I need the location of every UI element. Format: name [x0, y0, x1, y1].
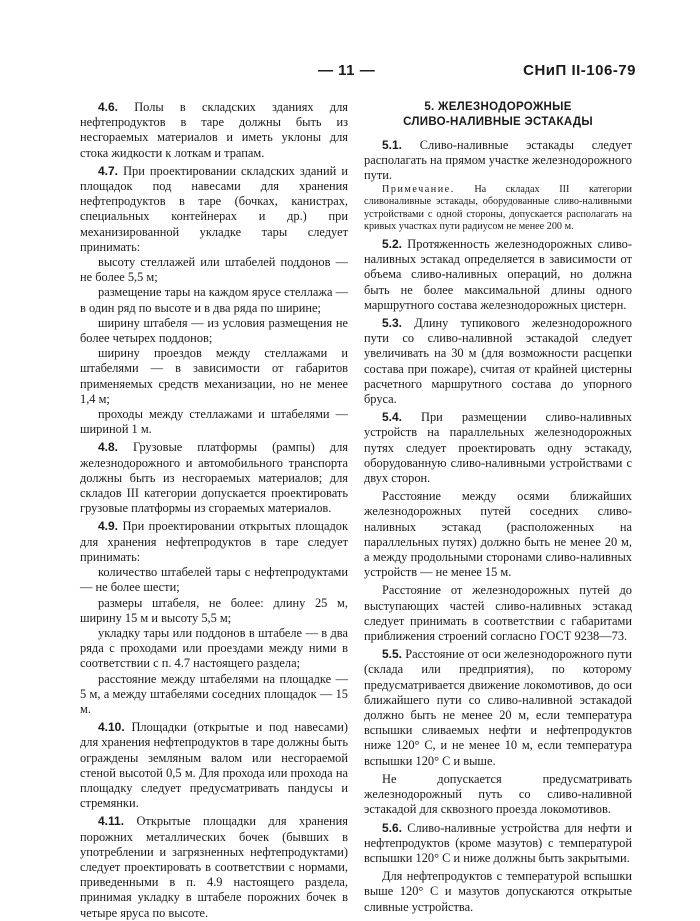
clause-5-2: [364, 237, 632, 313]
clause-text: При размещении сливо-наливных устройств на параллельных железнодорожных путях следует проектировать одну эстакаду, оборудованную сливо-наливными устройствами с двух сторон.: [364, 410, 632, 486]
right-column: [364, 100, 632, 915]
clause-4-9: [80, 519, 348, 565]
section-title: [364, 100, 632, 130]
list-item: размещение тары на каждом ярусе стеллажа — в один ряд по высоте и в два ряда по ширине;: [80, 285, 348, 315]
document-code: СНиП II-106-79: [523, 62, 636, 79]
clause-4-10: [80, 720, 348, 811]
clause-text: Сливо-наливные устройства для нефти и нефтепродуктов (кроме мазутов) с температурой вспышки 120° С и ниже должны быть закрытыми.: [364, 820, 632, 865]
clause-text: При проектировании складских зданий и площадок под навесами для хранения нефтепродуктов в таре (бочках, канистрах, специальных контейнерах и др.) при механизированной укладке тары следует принимать:: [80, 163, 348, 254]
page-header: [0, 62, 700, 84]
paragraph: Для нефтепродуктов с температурой вспышки выше 120° С и мазутов допускаются открытые сливные устройства.: [364, 869, 632, 914]
clause-text: Длину тупикового железнодорожного пути со сливо-наливной эстакадой следует увеличивать на 30 м (для возможности расцепки состава при пожаре), считая от крайней цистерны расчетного маршрутного состава до упорного бруса.: [364, 316, 632, 407]
clause-5-1: [364, 138, 632, 184]
clause-5-3: [364, 316, 632, 407]
clause-text: При проектировании открытых площадок для хранения нефтепродуктов в таре следует принимать:: [80, 519, 348, 564]
clause-5-4: [364, 410, 632, 486]
clause-text: Грузовые платформы (рампы) для железнодорожного и автомобильного транспорта должны быть из несгораемых материалов; для складов III категории допускается проектировать грузовые платформы из сгораемых материалов.: [80, 440, 348, 516]
list-item: расстояние между штабелями на площадке — 5 м, а между штабелями соседних площадок — 15 м.: [80, 671, 348, 716]
clause-number: 5.6.: [382, 820, 403, 835]
clause-number: 5.4.: [382, 410, 403, 425]
clause-number: 4.10.: [98, 720, 125, 735]
clause-5-5: [364, 647, 632, 769]
paragraph: Расстояние между осями ближайших железнодорожных путей соседних сливо-наливных эстакад (расположенных на параллельных путях) должно быть не менее 20 м, а между продольными сторонами сливо-наливных устройств — не менее 15 м.: [364, 489, 632, 580]
clause-number: 4.7.: [98, 163, 119, 178]
clause-text: Сливо-наливные эстакады следует располагать на прямом участке железнодорожного пути.: [364, 138, 632, 183]
list-item: ширину штабеля — из условия размещения не более четырех поддонов;: [80, 315, 348, 346]
note: [364, 184, 632, 234]
section-title-line: 5. ЖЕЛЕЗНОДОРОЖНЫЕ: [424, 101, 572, 113]
list-item: размеры штабеля, не более: длину 25 м, ширину 15 м и высоту 5,5 м;: [80, 595, 348, 625]
clause-number: 4.11.: [98, 814, 125, 829]
clause-number: 5.5.: [382, 647, 403, 662]
list-item: высоту стеллажей или штабелей поддонов — не более 5,5 м;: [80, 255, 348, 285]
clause-number: 5.3.: [382, 316, 403, 330]
list-item: количество штабелей тары с нефтепродуктами — не более шести;: [80, 565, 348, 595]
page-number: — 11 —: [318, 62, 376, 79]
note-text: На складах III категории сливоналивные эстакады, оборудованные сливо-наливными устройствами с одной стороны, допускается располагать на кривых участках пути радиусом не менее 200 м.: [364, 183, 633, 233]
clause-4-11: [80, 814, 348, 920]
clause-5-6: [364, 821, 632, 867]
clause-text: Площадки (открытые и под навесами) для хранения нефтепродуктов в таре должны быть ограждены земляным валом или несгораемой стеной высотой 0,5 м. Для прохода или прохода на площадку следует предусматривать пандусы и стремянки.: [80, 720, 348, 811]
clause-number: 4.8.: [98, 440, 119, 455]
paragraph: Не допускается предусматривать железнодорожный путь со сливо-наливной эстакадой для сквозного проезда локомотивов.: [364, 771, 632, 817]
clause-number: 5.1.: [382, 138, 403, 152]
left-column: [80, 100, 348, 921]
clause-number: 4.9.: [98, 519, 119, 534]
clause-number: 5.2.: [382, 236, 403, 251]
clause-text: Открытые площадки для хранения порожних металлических бочек (бывших в употреблении и загрязненных нефтепродуктами) следует проектировать в соответствии с нормами, приведенными в п. 4.9 настоящего раздела, принимая укладку в штабеле порожних бочек в четыре яруса по высоте.: [80, 814, 348, 920]
clause-text: Полы в складских зданиях для нефтепродуктов в таре должны быть из несгораемых материалов и иметь уклоны для стока жидкости к лоткам и трапам.: [80, 100, 348, 160]
paragraph: Расстояние от железнодорожных путей до выступающих частей сливо-наливных эстакад следует принимать в соответствии с габаритами приближения строений согласно ГОСТ 9238—73.: [364, 583, 632, 644]
list-item: укладку тары или поддонов в штабеле — в два ряда с проходами или проездами между ними в соответствии с п. 4.7 настоящего раздела;: [80, 625, 348, 671]
list-item: проходы между стеллажами и штабелями — шириной 1 м.: [80, 407, 348, 437]
clause-text: Расстояние от оси железнодорожного пути (склада или предприятия), по которому предусматривается движение локомотивов, до оси ближайшего пути со сливо-наливной эстакадой должно быть не менее 20 м, если температура вспышки сливаемых нефти и нефтепродуктов ниже 120° С, и не менее 10 м, если температура вспышки 120° С и выше.: [364, 647, 632, 768]
clause-4-7: [80, 164, 348, 255]
clause-4-8: [80, 440, 348, 516]
clause-text: Протяженность железнодорожных сливо-наливных эстакад определяется в зависимости от объема сливо-наливных операций, но должна быть не более максимальной длины одного маршрутного состава железнодорожных цистерн.: [364, 236, 632, 312]
clause-number: 4.6.: [98, 100, 119, 114]
note-label: Примечание.: [382, 183, 455, 195]
section-title-line: СЛИВО-НАЛИВНЫЕ ЭСТАКАДЫ: [403, 116, 593, 128]
list-item: ширину проездов между стеллажами и штабелями — в зависимости от габаритов применяемых средств механизации, но не менее 1,4 м;: [80, 346, 348, 406]
clause-4-6: [80, 100, 348, 161]
